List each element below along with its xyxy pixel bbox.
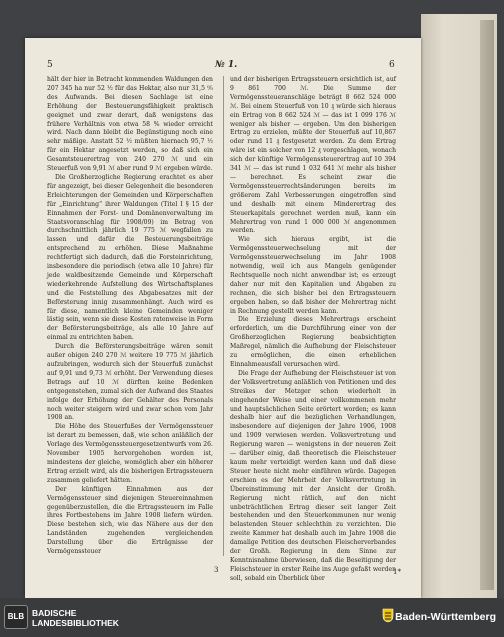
- library-name-line2: LANDESBIBLIOTHEK: [32, 618, 119, 628]
- paragraph: Die Frage der Aufhebung der Fleischsteuer ist von der Volksvertretung anläßlich von Petitionen und des Streikes der Metzger schon wiederholt in eingehender Weise und einer vollkommenen mehr und hauptsächlichen Seite erörtert worden; es kann deshalb hier auf die bezüglichen Verhandlungen, insbesondere auf diejenigen der Jahre 1906, 1908 und 1909 verwiesen werden. Volksvertretung und Regierung waren — wenigstens in der neueren Zeit — darüber einig, daß theoretisch die Fleischsteuer kaum mehr verteidigt werden kann und daß diese Steuer heute nicht mehr einführen würde. Dagegen erschien es der Mehrheit der Volksvertretung in Übereinstimmung mit der Ansicht der Großh. Regierung nicht rätlich, auf den nicht unbeträchtlichen Ertrag dieser seit langer Zeit bestehenden und den Steuerkommunen nur wenig belastenden Steuer schlechthin zu verzichten. Die zweite Kammer hat deshalb auch im Jahre 1908 die damalige Petition des deutschen Fleischerverbandes der Großh. Regierung in dem Sinne zur Kenntnisnahme überwiesen, daß die Beseitigung der Fleischsteuer in erster Reihe ins Auge gefaßt werden soll, sobald ein Überblick über: [230, 369, 396, 582]
- signature-mark: 3: [214, 566, 219, 574]
- paragraph: Der künftigen Einnahmen aus der Vermögenssteuer sind diejenigen Steuereinnahmen gegenüberzustellen, die die Ertragssteuern im Falle ihres Fortbestehens im Jahre 1908 liefern würden. Diese bestehen sich, wie das Nähere aus der den Landständen zugehenden vergleichenden Darstellung über die Erträgnisse der Vermögenssteuer: [47, 485, 213, 556]
- footer-bar: [0, 598, 504, 637]
- paragraph: und der bisherigen Ertragssteuern ersichtlich ist, auf 9 861 700 ℳ. Die Summe der Vermögenssteueranschläge beträgt 8 662 524 000 ℳ. Bei einem Steuerfuß von 10 ₰ würde sich hieraus ein Ertrag von 8 662 524 ℳ — das ist 1 099 176 ℳ weniger als bisher — ergeben. Um den bisherigen Ertrag zu erzielen, müßte der Steuerfuß auf 10,867 oder rund 11 ₰ festgesetzt werden. Zu dem Ertrag wäre ist ein solcher von 12 ₰ vorgeschlagen, wonach sich der künftige Vermögenssteuerertrag auf 10 394 341 ℳ — das ist rund 1 032 641 ℳ mehr als bisher — berechnet. Es scheint zwar die Vermögenssteuerrechtsänderungen bereits im größerem Zahl Verbesserungen eingetroffen sind und deshalb mit einem Minderertrag des Steuerkapitals gerechnet werden muß, kann ein Mehrertrag von rund 1 000 000 ℳ angenommen werden.: [230, 76, 396, 235]
- library-name[interactable]: [32, 608, 119, 628]
- page-title: № 1.: [215, 60, 238, 70]
- footnote-mark: 1*: [393, 568, 401, 576]
- book-edge: [480, 20, 494, 590]
- page-number-left: 5: [47, 60, 53, 70]
- right-text-column: [230, 76, 396, 584]
- left-text-column: [47, 76, 213, 557]
- state-label[interactable]: Baden-Württemberg: [395, 611, 496, 623]
- coat-of-arms-icon: [380, 607, 396, 623]
- paragraph: hält der hier in Betracht kommenden Waldungen den 207 345 ha nur 52 ½ für das Hektar, also nur 31,5 ⁰⁄₀ des Aufwands. Bei diesen Sachlage ist eine Erhöhung der Besteuerungsfähigkeit praktisch geeignet und zwar derart, daß wenigstens das frühere Verhältnis von etwa 58 % wieder erreicht wird. Nach dann bleibt die Begünstigung noch eine sehr mäßige. Anstatt 52 ½ müßten hiernach 95,7 ½ für ein Hektar angesetzt werden, so daß sich ein Gesamtsteuerertrag von 240 270 ℳ und ein Steuerfuß von 9,91 ℳ aber rund 9 ℳ ergeben würde.: [47, 76, 213, 173]
- blb-logo[interactable]: BLB: [4, 605, 28, 629]
- paragraph: Durch die Beförsterungsbeiträge wären somit außer obigen 240 270 ℳ weitere 19 775 ℳ jährlich aufzubringen, wodurch sich der Steuerfuß zunächst auf 9,91 und 9,73 ℳ erhöht. Der Verwendung dieses Betrags auf 10 ℳ dürften keine Bedenken entgegenstehen, zumal sich der Aufwand des Staates infolge der Erhöhung der Gehälter des Personals noch weiter steigern wird und zwar schon vom Jahr 1908 an.: [47, 343, 213, 422]
- page-number-right: 6: [389, 60, 395, 70]
- column-divider: [223, 76, 224, 556]
- paragraph: Die Großherzogliche Regierung erachtet es aber für angezeigt, bei dieser Gelegenheit die besonderen Erleichterungen der Gemeinden und Körperschaften für „Einrichtung“ ihrer Waldungen (Titel I § 15 der Einnahmen der Forst- und Domänenverwaltung im Staatsvoranschlag für 1908/09) im Betrag von durchschnittlich jährlich 19 775 ℳ wegfallen zu lassen und dafür die Besteuerungsbeiträge entsprechend zu erhöhen. Diese Maßnahme rechtfertigt sich dadurch, daß die Forsteinrichtung, insbesondere die periodisch (etwa alle 10 Jahre) für jede waldbesitzende Gemeinde und Körperschaft wiederkehrende Aufstellung des Wirtschaftsplanes und die Feststellung des Abgabesatzes mit der Beförsterung innig zusammenhängt. Auch wird es für diese, namentlich kleine Gemeinden weniger lästig sein, wenn sie diese Kosten ratenweise in Form der Beförsterungsbeiträge, als alle 10 Jahre auf einmal zu entrichten haben.: [47, 173, 213, 342]
- scanned-page: [25, 38, 421, 598]
- paragraph: Wie sich hieraus ergibt, ist die Vermögenssteuerwechselung mit der Vermögenssteuerwechselung im Jahr 1908 notwendig, weil ich aus Mangeln genügender Rechtsquelle noch nicht anwendbar ist; es erzeugt daher nur mit den Kapitalien und Abgaben zu rechnen, die sich bisher bei den Ertragssteuern ergeben haben, so daß bisher der Mehrertrag nicht in Rechnung gestellt werden kann.: [230, 236, 396, 315]
- paragraph: Die Höhe des Steuerfußes der Vermögenssteuer ist derart zu bemessen, daß, wie schon anläßlich der Vorlage des Vermögenssteuergesetzentwurfs vom 26. November 1905 hervorgehoben worden ist, mindestens der gleiche, womöglich aber ein höherer Ertrag erzielt wird, als die bisherigen Ertragssteuern zusammen geliefert hätten.: [47, 423, 213, 484]
- paragraph: Die Erzielung dieses Mehrertrags erscheint erforderlich, um die Durchführung einer von der Großherzoglichen Regierung beabsichtigten Maßregel, nämlich die Aufhebung der Fleischsteuer zu ermöglichen, die einen erheblichen Einnahmeausfall verursachen wird.: [230, 316, 396, 368]
- library-name-line1: BADISCHE: [32, 608, 77, 618]
